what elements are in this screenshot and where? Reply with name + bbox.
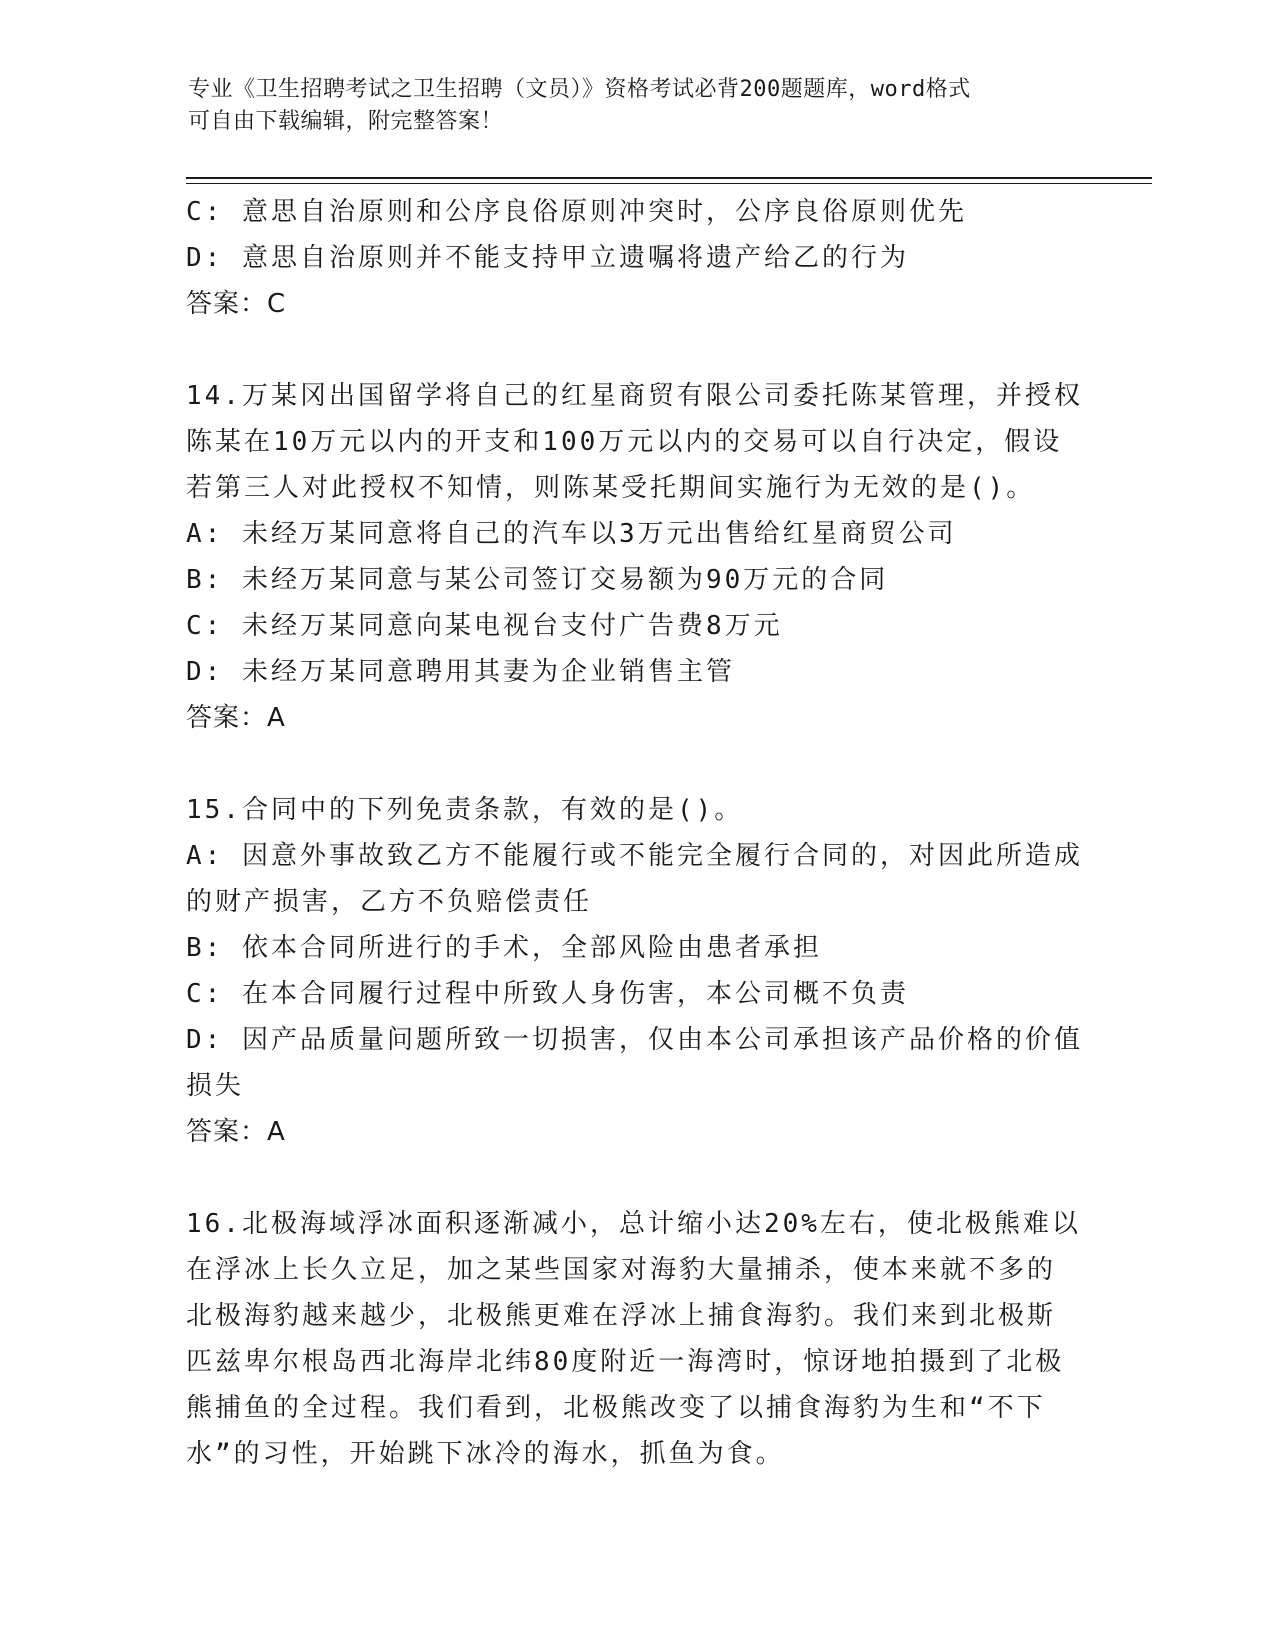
header-rule-thin [186,183,1152,184]
q13-answer: 答案：C [186,289,287,319]
q16-stem-line: 匹兹卑尔根岛西北海岸北纬80度附近一海湾时，惊讶地拍摄到了北极 [186,1347,1065,1377]
q15-option-a: A: 因意外事故致乙方不能履行或不能完全履行合同的，对因此所造成 [186,841,1083,871]
q15-option-d: D: 因产品质量问题所致一切损害，仅由本公司承担该产品价格的价值 [186,1025,1083,1055]
q15-option-b: B: 依本合同所进行的手术，全部风险由患者承担 [186,933,822,963]
q16-stem-line: 在浮冰上长久立足，加之某些国家对海豹大量捕杀，使本来就不多的 [186,1255,1057,1285]
header-line: 专业《卫生招聘考试之卫生招聘（文员）》资格考试必背200题题库，word格式 [188,77,971,102]
q15-option-c: C: 在本合同履行过程中所致人身伤害，本公司概不负责 [186,979,909,1009]
document-body [186,189,1086,1477]
q14-option-d: D: 未经万某同意聘用其妻为企业销售主管 [186,657,735,687]
header-line: 可自由下载编辑，附完整答案！ [188,109,504,134]
q15-answer: 答案：A [186,1117,286,1147]
q15-option-d-cont: 损失 [186,1071,245,1101]
q16-stem-line: 北极海豹越来越少，北极熊更难在浮冰上捕食海豹。我们来到北极斯 [186,1301,1057,1331]
q16-stem-line: 16.北极海域浮冰面积逐渐减小，总计缩小达20%左右，使北极熊难以 [186,1209,1081,1239]
header-rule-thick [186,177,1152,179]
q13-option-d: D: 意思自治原则并不能支持甲立遗嘱将遗产给乙的行为 [186,243,909,273]
q14-answer: 答案：A [186,703,286,733]
q15-stem: 15.合同中的下列免责条款，有效的是()。 [186,795,744,825]
q14-option-a: A: 未经万某同意将自己的汽车以3万元出售给红星商贸公司 [186,519,957,549]
document-header [188,74,1088,138]
q14-stem-line: 14.万某冈出国留学将自己的红星商贸有限公司委托陈某管理，并授权 [186,381,1083,411]
q14-option-c: C: 未经万某同意向某电视台支付广告费8万元 [186,611,783,641]
q16-stem-line: 水”的习性，开始跳下冰冷的海水，抓鱼为食。 [186,1439,785,1469]
q16-stem-line: 熊捕鱼的全过程。我们看到，北极熊改变了以捕食海豹为生和“不下 [186,1393,1046,1423]
q13-option-c: C: 意思自治原则和公序良俗原则冲突时，公序良俗原则优先 [186,197,967,227]
q14-stem-line: 陈某在10万元以内的开支和100万元以内的交易可以自行决定，假设 [186,427,1063,457]
q14-stem-line: 若第三人对此授权不知情，则陈某受托期间实施行为无效的是()。 [186,473,1036,503]
q15-option-a-cont: 的财产损害，乙方不负赔偿责任 [186,887,593,917]
q14-option-b: B: 未经万某同意与某公司签订交易额为90万元的合同 [186,565,889,595]
